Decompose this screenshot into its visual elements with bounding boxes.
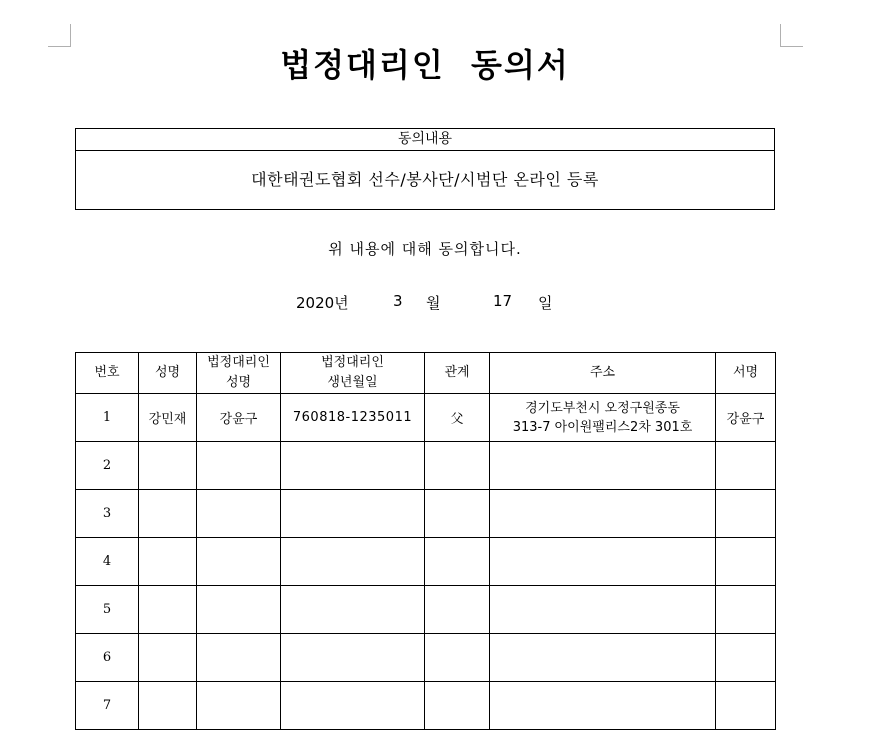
header-rep-birth: 법정대리인 생년월일	[281, 353, 425, 394]
header-name: 성명	[139, 353, 197, 394]
consent-header: 동의내용	[76, 129, 774, 151]
row-signature: 강윤구	[716, 394, 776, 442]
row-relation	[425, 682, 490, 730]
row-relation	[425, 442, 490, 490]
row-address	[490, 442, 716, 490]
row-rep-name	[197, 442, 281, 490]
row-name	[139, 442, 197, 490]
row-relation: 父	[425, 394, 490, 442]
table-row	[76, 682, 776, 730]
representative-table	[75, 352, 776, 730]
header-rep-name: 법정대리인 성명	[197, 353, 281, 394]
row-signature	[716, 634, 776, 682]
row-relation	[425, 586, 490, 634]
row-address	[490, 538, 716, 586]
table-row	[76, 490, 776, 538]
row-no: 6	[76, 634, 139, 682]
date-day: 17	[493, 292, 513, 310]
header-signature: 서명	[716, 353, 776, 394]
row-name	[139, 586, 197, 634]
row-no: 3	[76, 490, 139, 538]
consent-box	[75, 128, 775, 210]
row-rep-birth	[281, 442, 425, 490]
row-rep-birth	[281, 634, 425, 682]
row-rep-name	[197, 586, 281, 634]
header-relation: 관계	[425, 353, 490, 394]
agreement-statement: 위 내용에 대해 동의합니다.	[328, 240, 522, 258]
date-day-unit: 일	[538, 294, 553, 312]
row-relation	[425, 634, 490, 682]
table-header-row	[76, 353, 776, 394]
row-rep-name	[197, 490, 281, 538]
date-year: 2020년	[296, 294, 349, 312]
row-signature	[716, 586, 776, 634]
row-no: 1	[76, 394, 139, 442]
header-address: 주소	[490, 353, 716, 394]
table-row	[76, 442, 776, 490]
row-rep-name	[197, 538, 281, 586]
row-rep-name	[197, 682, 281, 730]
row-relation	[425, 490, 490, 538]
row-name	[139, 538, 197, 586]
row-address	[490, 634, 716, 682]
row-rep-birth	[281, 682, 425, 730]
row-signature	[716, 490, 776, 538]
row-name	[139, 634, 197, 682]
row-address	[490, 586, 716, 634]
row-address	[490, 490, 716, 538]
document-title: 법정대리인 동의서	[280, 46, 570, 84]
row-signature	[716, 538, 776, 586]
row-relation	[425, 538, 490, 586]
consent-content: 대한태권도협회 선수/봉사단/시범단 온라인 등록	[251, 170, 599, 189]
row-no: 2	[76, 442, 139, 490]
date-month: 3	[393, 292, 403, 310]
row-rep-name: 강윤구	[197, 394, 281, 442]
row-rep-birth	[281, 586, 425, 634]
table-row	[76, 634, 776, 682]
table-row	[76, 538, 776, 586]
row-name	[139, 682, 197, 730]
row-rep-birth	[281, 490, 425, 538]
row-signature	[716, 682, 776, 730]
row-rep-name	[197, 634, 281, 682]
row-no: 5	[76, 586, 139, 634]
row-name: 강민재	[139, 394, 197, 442]
row-address: 경기도부천시 오정구원종동 313-7 아이원팰리스2차 301호	[490, 394, 716, 442]
date-month-unit: 월	[426, 294, 441, 312]
row-rep-birth	[281, 538, 425, 586]
row-name	[139, 490, 197, 538]
table-row	[76, 586, 776, 634]
header-no: 번호	[76, 353, 139, 394]
row-no: 7	[76, 682, 139, 730]
table-row	[76, 394, 776, 442]
row-no: 4	[76, 538, 139, 586]
row-rep-birth: 760818-1235011	[281, 394, 425, 442]
row-address	[490, 682, 716, 730]
row-signature	[716, 442, 776, 490]
